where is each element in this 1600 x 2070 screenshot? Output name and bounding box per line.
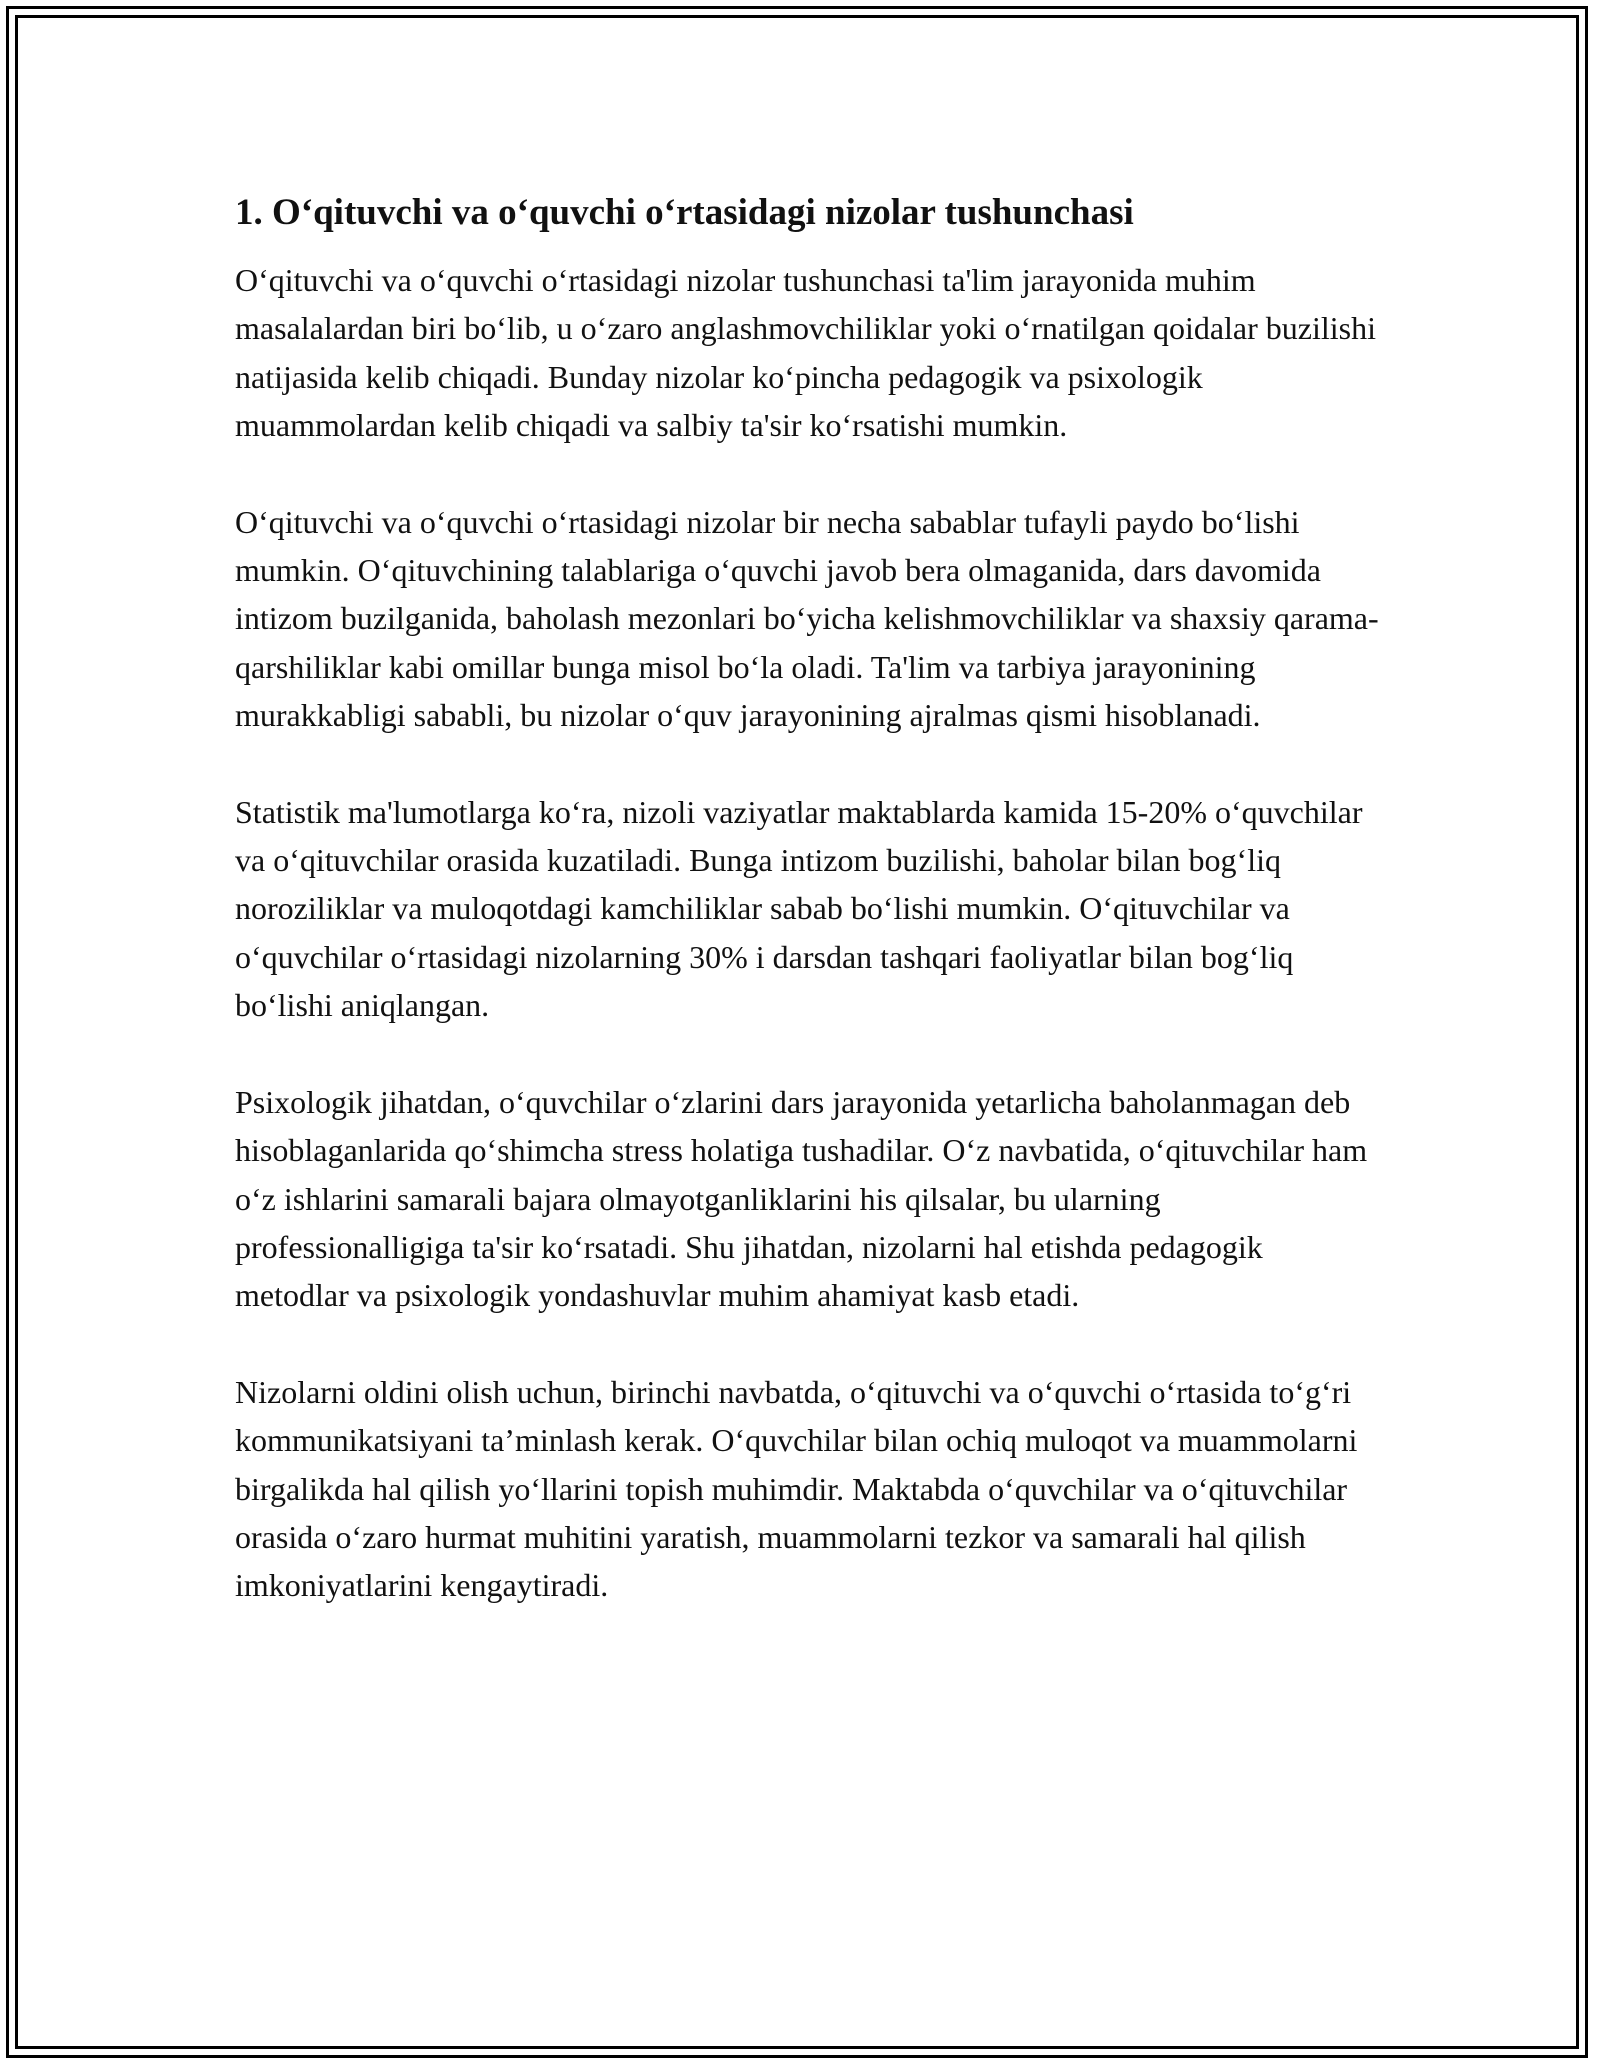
paragraph-5: Nizolarni oldini olish uchun, birinchi navbatda, o‘qituvchi va o‘quvchi o‘rtasida to‘g‘ri kommunikatsiyani ta’minlash kerak. O‘quvchilar bilan ochiq muloqot va muammolarni birgalikda hal qilish yo‘llarini topish muhimdir. Maktabda o‘quvchilar va o‘qituvchilar orasida o‘zaro hurmat muhitini yaratish, muammolarni tezkor va samarali hal qilish imkoniyatlarini kengaytiradi. [235,1373,1358,1604]
document-body [235,188,1380,1658]
paragraph-1: O‘qituvchi va o‘quvchi o‘rtasidagi nizolar tushunchasi ta'lim jarayonida muhim masalalardan biri bo‘lib, u o‘zaro anglashmovchiliklar yoki o‘rnatilgan qoidalar buzilishi natijasida kelib chiqadi. Bunday nizolar ko‘pincha pedagogik va psixologik muammolardan kelib chiqadi va salbiy ta'sir ko‘rsatishi mumkin. [235,262,1376,444]
paragraph-3: Statistik ma'lumotlarga ko‘ra, nizoli vaziyatlar maktablarda kamida 15-20% o‘quvchilar va o‘qituvchilar orasida kuzatiladi. Bunga intizom buzilishi, baholar bilan bog‘liq noroziliklar va muloqotdagi kamchiliklar sabab bo‘lishi mumkin. O‘qituvchilar va o‘quvchilar o‘rtasidagi nizolarning 30% i darsdan tashqari faoliyatlar bilan bog‘liq bo‘lishi aniqlangan. [235,793,1363,1024]
section-heading: 1. O‘qituvchi va o‘quvchi o‘rtasidagi nizolar tushunchasi [235,192,1134,233]
paragraph-4: Psixologik jihatdan, o‘quvchilar o‘zlarini dars jarayonida yetarlicha baholanmagan deb hisoblaganlarida qo‘shimcha stress holatiga tushadilar. O‘z navbatida, o‘qituvchilar ham o‘z ishlarini samarali bajara olmayotganliklarini his qilsalar, bu ularning professionalligiga ta'sir ko‘rsatadi. Shu jihatdan, nizolarni hal etishda pedagogik metodlar va psixologik yondashuvlar muhim ahamiyat kasb etadi. [235,1083,1368,1314]
paragraph-2: O‘qituvchi va o‘quvchi o‘rtasidagi nizolar bir necha sabablar tufayli paydo bo‘lishi mumkin. O‘qituvchining talablariga o‘quvchi javob bera olmaganida, dars davomida intizom buzilganida, baholash mezonlari bo‘yicha kelishmovchiliklar va shaxsiy qarama-qarshiliklar kabi omillar bunga misol bo‘la oladi. Ta'lim va tarbiya jarayonining murakkabligi sababli, bu nizolar o‘quv jarayonining ajralmas qismi hisoblanadi. [235,503,1379,734]
